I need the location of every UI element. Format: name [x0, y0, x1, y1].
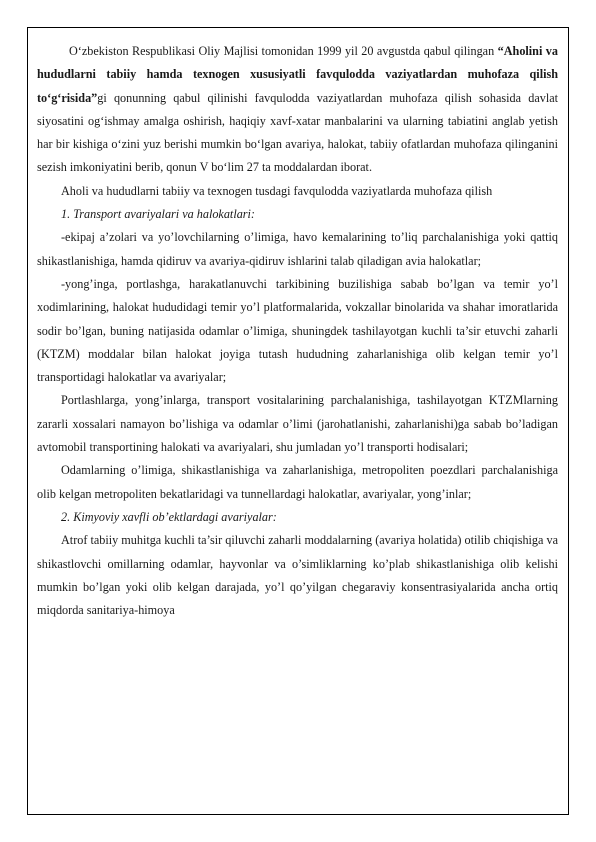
- paragraph-law-intro: [37, 40, 558, 180]
- section-heading-transport: 1. Transport avariyalari va halokatlari:: [61, 207, 255, 222]
- section-heading-chemical: 2. Kimyoviy xavfli ob’ektlardagi avariyalar:: [61, 509, 277, 524]
- document-body: [37, 40, 558, 622]
- paragraph-chemical-accidents: Atrof tabiiy muhitga kuchli ta’sir qiluvchi zaharli moddalarning (avariya holatida) otilib chiqishiga va shikastlovchi omillarning odamlar, hayvonlar va o’simliklarning ko’plab shikastlanishiga olib kelishi mumkin bo’lgan yoki olib kelgan darajada, yo’l qo’yilgan chegaraviy konsentrasiyalarida ancha ortiq miqdorda sanitariya-himoya: [37, 533, 558, 618]
- paragraph-road-accidents: Portlashlarga, yong’inlarga, transport vositalarining parchalanishiga, tashilayotgan KTZMlarning zararli xossalari namayon bo’lishiga va odamlar o’limi (jarohatlanishi, zaharlanishi)ga sabab bo’ladigan avtomobil transportining halokati va avariyalari, shu jumladan yo’l transporti hodisalari;: [37, 393, 558, 455]
- law-title: “Aholini va hududlarni tabiiy hamda texnogen xususiyatli favqulodda vaziyatlardan muhofaza qilish to‘g‘risida”: [37, 44, 558, 105]
- paragraph-rail-accidents: -yong’inga, portlashga, harakatlanuvchi tarkibining buzilishiga sabab bo’lgan va temir yo’l xodimlarining, halokat hududidagi temir yo’l platformalarida, vokzallar binolarida va shahar imoratlarida sodir bo’lgan, buning natijasida odamlar o’limiga, shuningdek tashilayotgan kuchli ta’sir etuvchi zaharli (KTZM) moddalar bilan halokat joyiga tutash hududning zaharlanishiga olib kelgan temir yo’l transportidagi halokatlar va avariyalar;: [37, 276, 558, 385]
- law-intro-text-b: gi qonunning qabul qilinishi favqulodda vaziyatlardan muhofaza qilish sohasida davlat siyosatini og‘ishmay amalga oshirish, haqiqiy xavf-xatar manbalarini va ularning tabiatini anglab yetish har bir kishiga o‘zini yuz berishi mumkin bo‘lgan avariya, halokat, tabiiy ofatlardan muhofaza qilinganini sezish imkoniyatini berib, qonun V bo‘lim 27 ta moddalardan iborat.: [37, 90, 558, 175]
- law-intro-text-a: O‘zbekiston Respublikasi Oliy Majlisi tomonidan 1999 yil 20 avgustda qabul qilingan: [69, 44, 498, 58]
- paragraph-metro-accidents: Odamlarning o’limiga, shikastlanishiga va zaharlanishiga, metropoliten poezdlari parchalanishiga olib kelgan metropoliten bekatlaridagi va tunnellardagi halokatlar, avariyalar, yong’inlar;: [37, 463, 558, 501]
- paragraph-avia-accidents: -ekipaj a’zolari va yo’lovchilarning o’limiga, havo kemalarining to’liq parchalanishiga yoki qattiq shikastlanishiga, hamda qidiruv va avariya-qidiruv ishlarini talab qiladigan avia halokatlar;: [37, 230, 558, 268]
- paragraph-protection-heading: Aholi va hududlarni tabiiy va texnogen tusdagi favqulodda vaziyatlarda muhofaza qilish: [61, 183, 493, 198]
